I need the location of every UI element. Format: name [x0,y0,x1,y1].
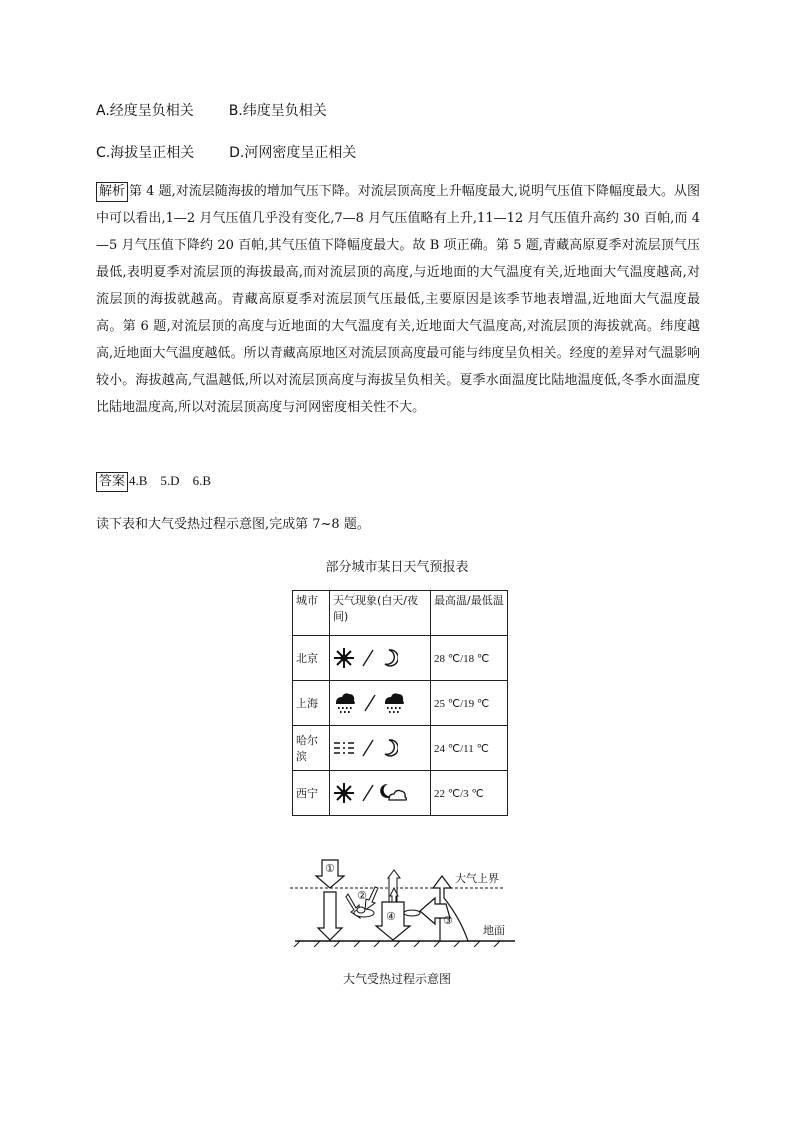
header-temp: 最高温/最低温 [431,591,508,636]
city-cell: 西宁 [293,771,330,816]
weather-table [292,590,508,816]
answer-line [96,470,211,492]
label-top: 大气上界 [455,872,499,885]
table-title: 部分城市某日天气预报表 [325,560,469,575]
options-row-2 [96,142,356,162]
temp-cell: 28 ℃/18 ℃ [431,636,508,681]
rain-icon [382,691,406,715]
analysis-paragraph [96,178,700,421]
city-cell: 上海 [293,681,330,726]
sunny-icon [333,782,355,804]
instruction-text: 读下表和大气受热过程示意图,完成第 7~8 题。 [96,517,370,532]
slash-icon [359,782,377,804]
temp-cell: 24 ℃/11 ℃ [431,726,508,771]
answer-text: 4.B 5.D 6.B [129,473,211,488]
sunny-icon [333,647,355,669]
temp-cell: 22 ℃/3 ℃ [431,771,508,816]
atmosphere-heating-diagram [290,858,530,958]
answer-tag: 答案 [96,472,128,492]
table-row [293,726,508,771]
analysis-text: 第 4 题,对流层随海拔的增加气压下降。对流层顶高度上升幅度最大,说明气压值下降幅度最大。从图中可以看出,1—2 月气压值几乎没有变化,7—8 月气压值略有上升,11—12 月气压值升高约 30 百帕,而 4—5 月气压值下降约 20 百帕,其气压值下降幅度最大。故 B 项正确。第 5 题,青藏高原夏季对流层顶气压最低,表明夏季对流层顶的海拔最高,而对流层顶的高度,与近地面的大气温度有关,近地面大气温度越高,对流层顶的海拔就越高。青藏高原夏季对流层顶气压最低,主要原因是该季节地表增温,近地面大气温度最高。第 6 题,对流层顶的高度与近地面的大气温度有关,近地面大气温度高,对流层顶的海拔就高。纬度越高,近地面大气温度越低。所以青藏高原地区对流层顶高度最可能与纬度呈负相关。经度的差异对气温影响较小。海拔越高,气温越低,所以对流层顶高度与海拔呈负相关。夏季水面温度比陆地温度低,冬季水面温度比陆地温度高,所以对流层顶高度与河网密度相关性不大。 [96,184,700,415]
table-row [293,681,508,726]
moon-cloud-icon [380,782,408,804]
option-b: B.纬度呈负相关 [228,103,327,119]
city-cell: 北京 [293,636,330,681]
weather-cell [330,681,431,726]
rain-icon [333,691,357,715]
analysis-tag: 解析 [96,182,128,202]
slash-icon [361,692,379,714]
moon-icon [380,647,398,669]
diagram-caption: 大气受热过程示意图 [342,972,451,986]
option-c: C.海拔呈正相关 [96,145,195,161]
header-city: 城市 [293,591,330,636]
weather-cell [330,771,431,816]
option-a: A.经度呈负相关 [96,103,194,119]
label-ground: 地面 [483,924,505,937]
temp-cell: 25 ℃/19 ℃ [431,681,508,726]
table-row [293,771,508,816]
moon-icon [380,737,398,759]
header-weather: 天气现象(白天/夜间) [330,591,431,636]
weather-cell [330,726,431,771]
city-cell: 哈尔滨 [293,726,330,771]
label-4: ④ [386,910,396,923]
slash-icon [359,737,377,759]
option-d: D.河网密度呈正相关 [229,145,357,161]
label-2: ② [357,889,367,902]
table-row [293,636,508,681]
weather-cell [330,636,431,681]
label-1: ① [325,862,335,875]
options-row-1 [96,100,327,120]
slash-icon [359,647,377,669]
table-header-row [293,591,508,636]
label-3: ③ [443,914,453,927]
haze-icon [333,737,355,759]
